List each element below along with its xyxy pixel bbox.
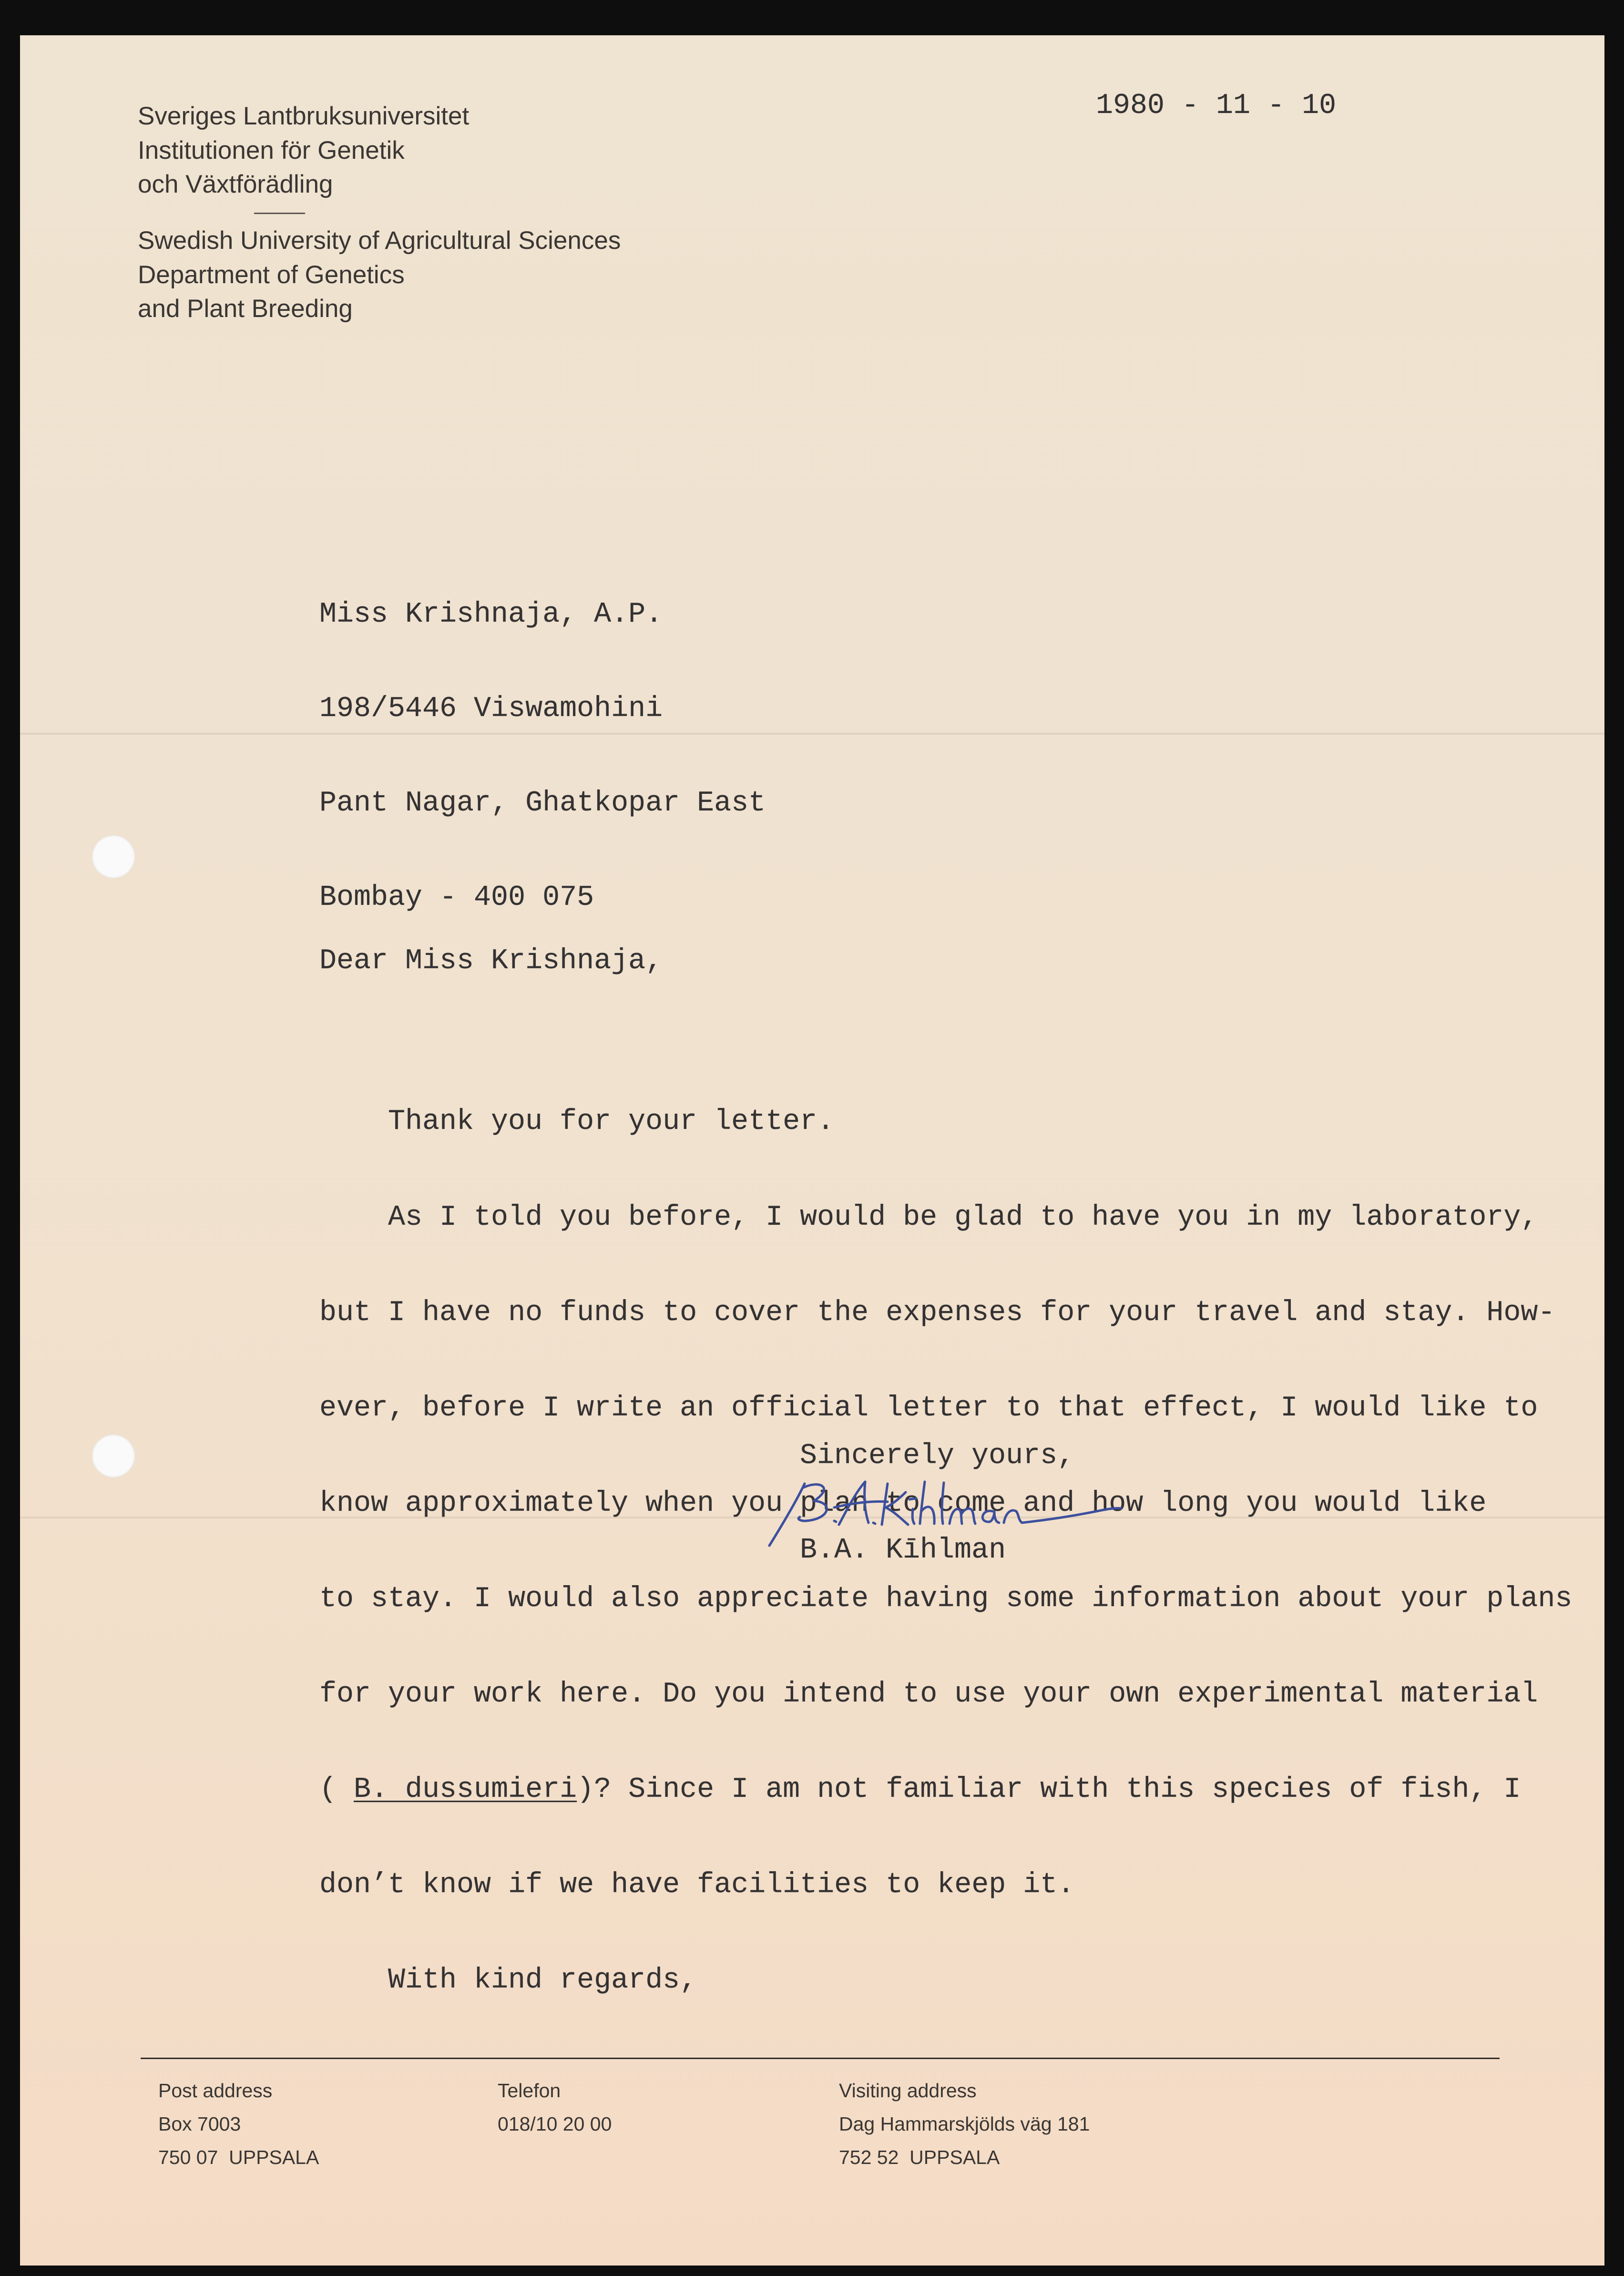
signature-stroke	[1004, 1508, 1121, 1523]
signature-stroke	[950, 1508, 975, 1524]
letterhead-line: Department of Genetics	[138, 260, 405, 289]
letterhead-line: och Växtförädling	[138, 170, 333, 198]
signer-name: B.A. Kīhlman	[800, 1534, 1006, 1567]
signature-stroke	[912, 1509, 914, 1524]
footer-line: 752 52 UPPSALA	[839, 2146, 1000, 2168]
body-line: With kind regards,	[388, 1964, 697, 1997]
footer-line: Box 7003	[158, 2113, 241, 2135]
body-line: Thank you for your letter.	[388, 1106, 835, 1138]
signature-stroke	[882, 1484, 888, 1525]
footer-post-address	[158, 2074, 319, 2174]
letterhead-line: Swedish University of Agricultural Sciences	[138, 226, 621, 255]
address-line: 198/5446 Viswamohini	[319, 693, 663, 725]
footer-label: Telefon	[498, 2080, 561, 2102]
recipient-address	[319, 536, 766, 976]
signature-stroke	[886, 1492, 908, 1525]
body-line: As I told you before, I would be glad to have you in my laboratory,	[388, 1201, 1538, 1234]
species-prefix: (	[319, 1774, 354, 1806]
signature-stroke	[834, 1521, 836, 1522]
salutation: Dear Miss Krishnaja,	[319, 945, 663, 977]
address-line: Pant Nagar, Ghatkopar East	[319, 787, 766, 820]
footer-telephone	[498, 2074, 612, 2141]
letterhead-divider	[254, 213, 305, 214]
footer-line: 018/10 20 00	[498, 2113, 612, 2135]
letterhead-line: Institutionen för Genetik	[138, 136, 405, 164]
letter-date: 1980 - 11 - 10	[1096, 90, 1337, 122]
body-line: know approximately when you plan to come and how long you would like	[319, 1487, 1487, 1520]
footer-visiting-address	[839, 2074, 1090, 2174]
signature-stroke	[942, 1483, 944, 1524]
body-line: but I have no funds to cover the expenses for your travel and stay. How-	[319, 1296, 1555, 1329]
punch-hole	[92, 1435, 135, 1477]
footer-line: 750 07 UPPSALA	[158, 2146, 319, 2168]
punch-hole	[92, 835, 135, 878]
body-line: don’t know if we have facilities to keep it.	[319, 1869, 1075, 1902]
signature-stroke	[920, 1482, 934, 1524]
footer-label: Visiting address	[839, 2080, 977, 2102]
signature-stroke	[769, 1484, 805, 1546]
signature-stroke	[982, 1511, 999, 1523]
footer-label: Post address	[158, 2080, 273, 2102]
signature-stroke	[909, 1498, 916, 1499]
body-line: ever, before I write an official letter to that effect, I would like to	[319, 1392, 1538, 1425]
closing: Sincerely yours,	[800, 1440, 1075, 1472]
address-line: Bombay - 400 075	[319, 882, 594, 914]
letterhead-line: and Plant Breeding	[138, 295, 353, 323]
address-line: Miss Krishnaja, A.P.	[319, 598, 663, 631]
footer-divider	[141, 2058, 1500, 2059]
signature-stroke	[873, 1523, 875, 1524]
fold-line	[20, 733, 1604, 735]
species-name: B. dussumieri	[354, 1774, 577, 1806]
letterhead-swedish	[138, 99, 469, 202]
body-line: to stay. I would also appreciate having some information about your plans	[319, 1582, 1573, 1615]
species-suffix: )? Since I am not familiar with this species of fish, I	[577, 1774, 1521, 1806]
signature-stroke	[834, 1502, 888, 1508]
letterhead-english	[138, 224, 621, 326]
letterhead-line: Sveriges Lantbruksuniversitet	[138, 102, 470, 130]
body-line-species	[319, 1774, 1572, 1806]
body-line: for your work here. Do you intend to use your own experimental material	[319, 1678, 1538, 1711]
footer-line: Dag Hammarskjölds väg 181	[839, 2113, 1090, 2135]
